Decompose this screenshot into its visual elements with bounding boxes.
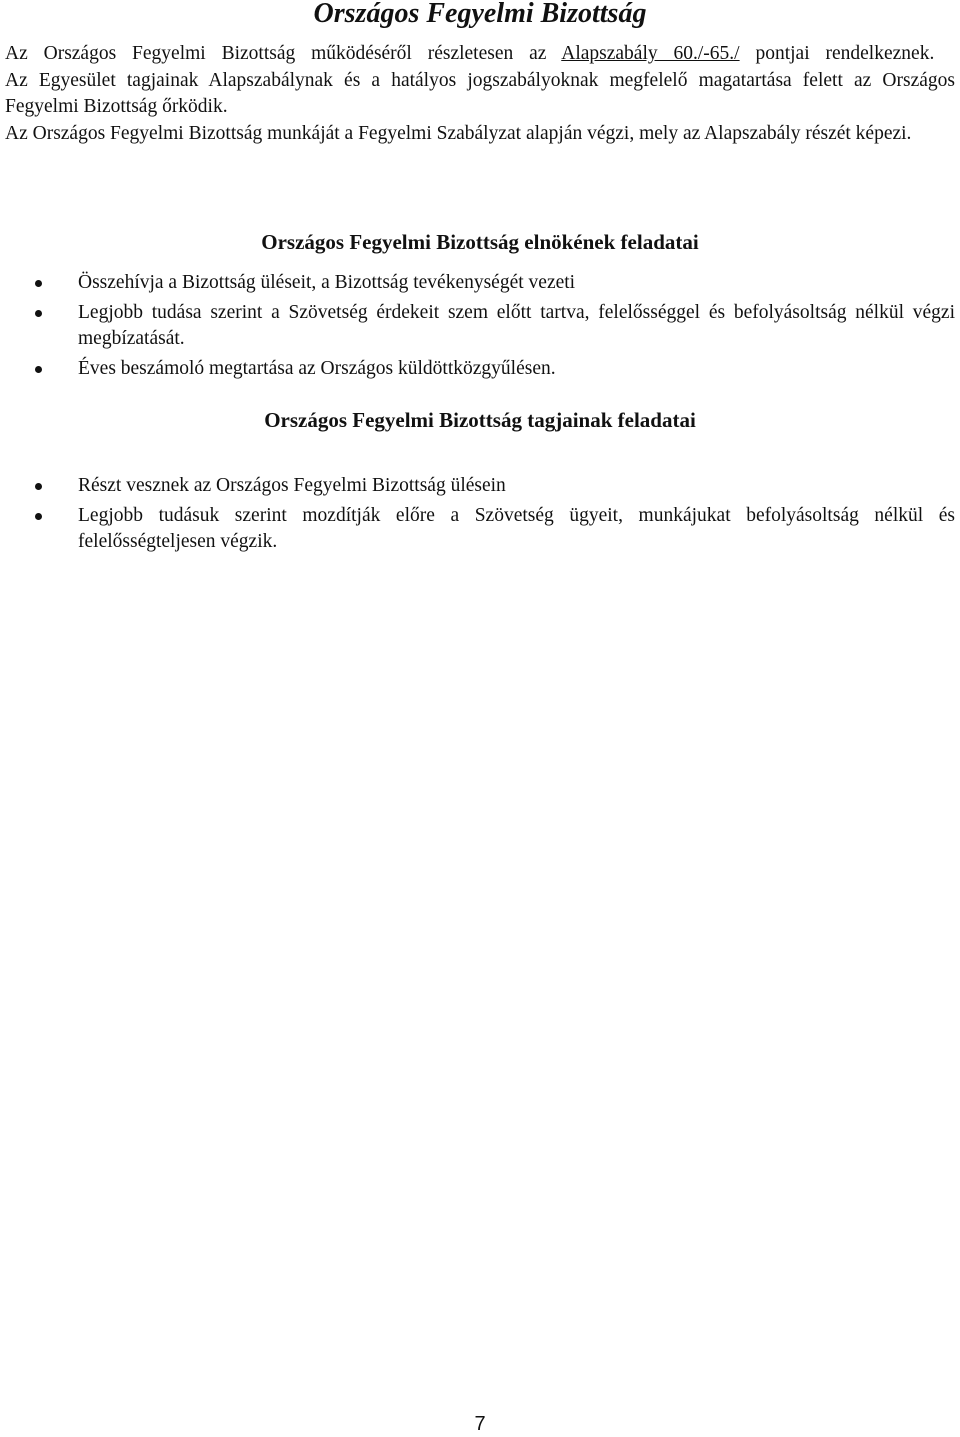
list-item <box>0 270 960 296</box>
intro-paragraph-1-prefix: Az Országos Fegyelmi Bizottság működéséről részletesen az <box>5 43 562 64</box>
bullet-icon <box>35 483 42 490</box>
list-item-text: Részt vesznek az Országos Fegyelmi Bizottság ülésein <box>78 475 506 496</box>
list-item <box>0 473 960 499</box>
page-number: 7 <box>474 1413 486 1435</box>
list-item-text: Éves beszámoló megtartása az Országos küldöttközgyűlésen. <box>78 358 556 379</box>
list-item <box>0 503 960 555</box>
intro-paragraph-3: Az Országos Fegyelmi Bizottság munkáját a Fegyelmi Szabályzat alapján végzi, mely az Alapszabály részét képezi. <box>5 122 912 144</box>
bullet-icon <box>35 310 42 317</box>
chairman-duties-list <box>0 270 960 386</box>
section-heading-member-duties: Országos Fegyelmi Bizottság tagjainak feladatai <box>264 408 696 432</box>
intro-paragraphs <box>5 41 955 147</box>
section-heading-chairman-duties: Országos Fegyelmi Bizottság elnökének feladatai <box>261 230 699 254</box>
bullet-icon <box>35 280 42 287</box>
list-item <box>0 356 960 382</box>
bullet-icon <box>35 513 42 520</box>
list-item-text: Legjobb tudása szerint a Szövetség érdekeit szem előtt tartva, felelősséggel és befolyásoltság nélkül végzi megbízatását. <box>78 302 955 349</box>
intro-paragraph-1-suffix: pontjai rendelkeznek. <box>739 43 935 64</box>
bylaws-reference-link[interactable]: Alapszabály 60./-65./ <box>561 43 740 64</box>
list-item <box>0 300 960 352</box>
bullet-icon <box>35 366 42 373</box>
document-title: Országos Fegyelmi Bizottság <box>313 0 647 29</box>
intro-paragraph-1 <box>5 41 955 68</box>
list-item-text: Legjobb tudásuk szerint mozdítják előre a Szövetség ügyeit, munkájukat befolyásoltság nélkül és felelősségteljesen végzik. <box>78 505 955 552</box>
intro-paragraph-2: Az Egyesület tagjainak Alapszabálynak és a hatályos jogszabályoknak megfelelő magatartása felett az Országos Fegyelmi Bizottság őrködik. <box>5 69 955 117</box>
member-duties-list <box>0 473 960 559</box>
list-item-text: Összehívja a Bizottság üléseit, a Bizottság tevékenységét vezeti <box>78 272 576 293</box>
